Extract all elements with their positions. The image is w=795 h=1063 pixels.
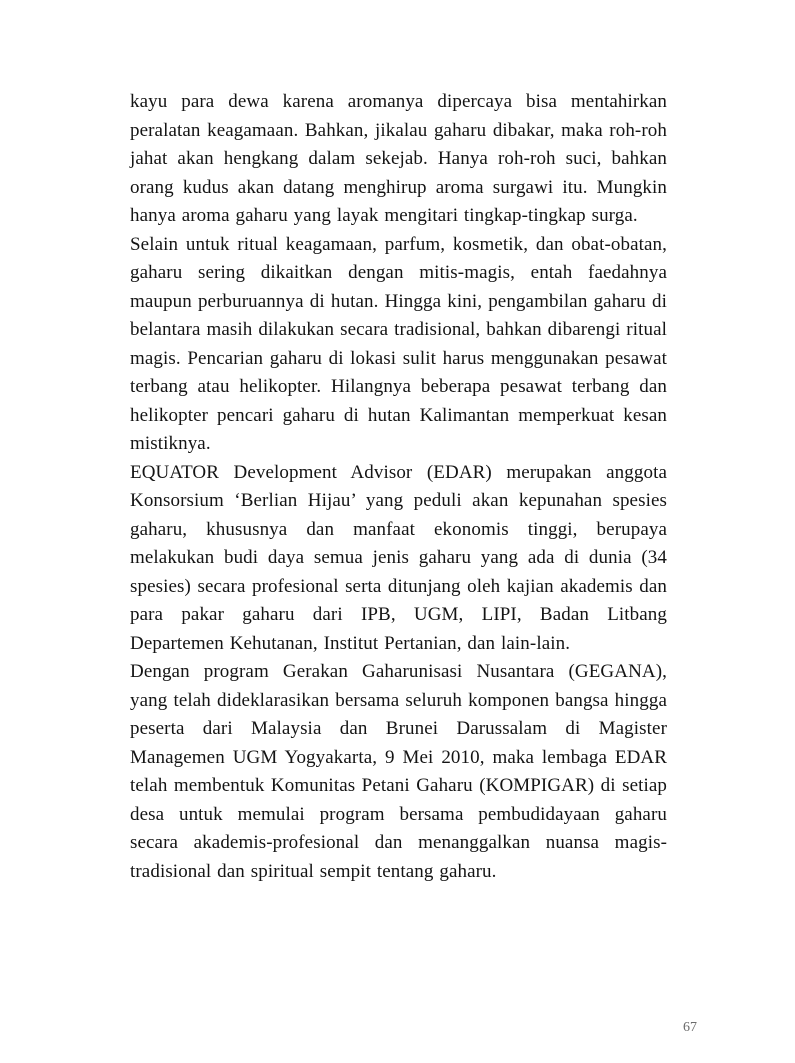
paragraph-continuation-kayu-para-dewa: kayu para dewa karena aromanya dipercaya bisa mentahirkan peralatan keagamaan. Bahkan, jikalau gaharu dibakar, maka roh-roh jahat akan hengkang dalam sekejab. Hanya roh-roh suci, bahkan orang kudus akan datang menghirup aroma surgawi itu. Mungkin hanya aroma gaharu yang layak mengitari tingkap-tingkap surga.	[130, 91, 667, 226]
page-number: 67	[683, 1020, 697, 1035]
page-text-block	[130, 88, 667, 886]
paragraph-dengan-program-gegana: Dengan program Gerakan Gaharunisasi Nusantara (GEGANA), yang telah dideklarasikan bersama seluruh komponen bangsa hingga peserta dari Malaysia dan Brunei Darussalam di Magister Managemen UGM Yogyakarta, 9 Mei 2010, maka lembaga EDAR telah membentuk Komunitas Petani Gaharu (KOMPIGAR) di setiap desa untuk memulai program bersama pembudidayaan gaharu secara akademis-profesional dan menanggalkan nuansa magis-tradisional dan spiritual sempit tentang gaharu.	[130, 661, 667, 882]
paragraph-equator-development-advisor: EQUATOR Development Advisor (EDAR) merupakan anggota Konsorsium ‘Berlian Hijau’ yang peduli akan kepunahan spesies gaharu, khususnya dan manfaat ekonomis tinggi, berupaya melakukan budi daya semua jenis gaharu yang ada di dunia (34 spesies) secara profesional serta ditunjang oleh kajian akademis dan para pakar gaharu dari IPB, UGM, LIPI, Badan Litbang Departemen Kehutanan, Institut Pertanian, dan lain-lain.	[130, 461, 667, 654]
paragraph-selain-untuk-ritual: Selain untuk ritual keagamaan, parfum, kosmetik, dan obat-obatan, gaharu sering dikaitkan dengan mitis-magis, entah faedahnya maupun perburuannya di hutan. Hingga kini, pengambilan gaharu di belantara masih dilakukan secara tradisional, bahkan dibarengi ritual magis. Pencarian gaharu di lokasi sulit harus menggunakan pesawat terbang atau helikopter. Hilangnya beberapa pesawat terbang dan helikopter pencari gaharu di hutan Kalimantan memperkuat kesan mistiknya.	[130, 233, 667, 454]
